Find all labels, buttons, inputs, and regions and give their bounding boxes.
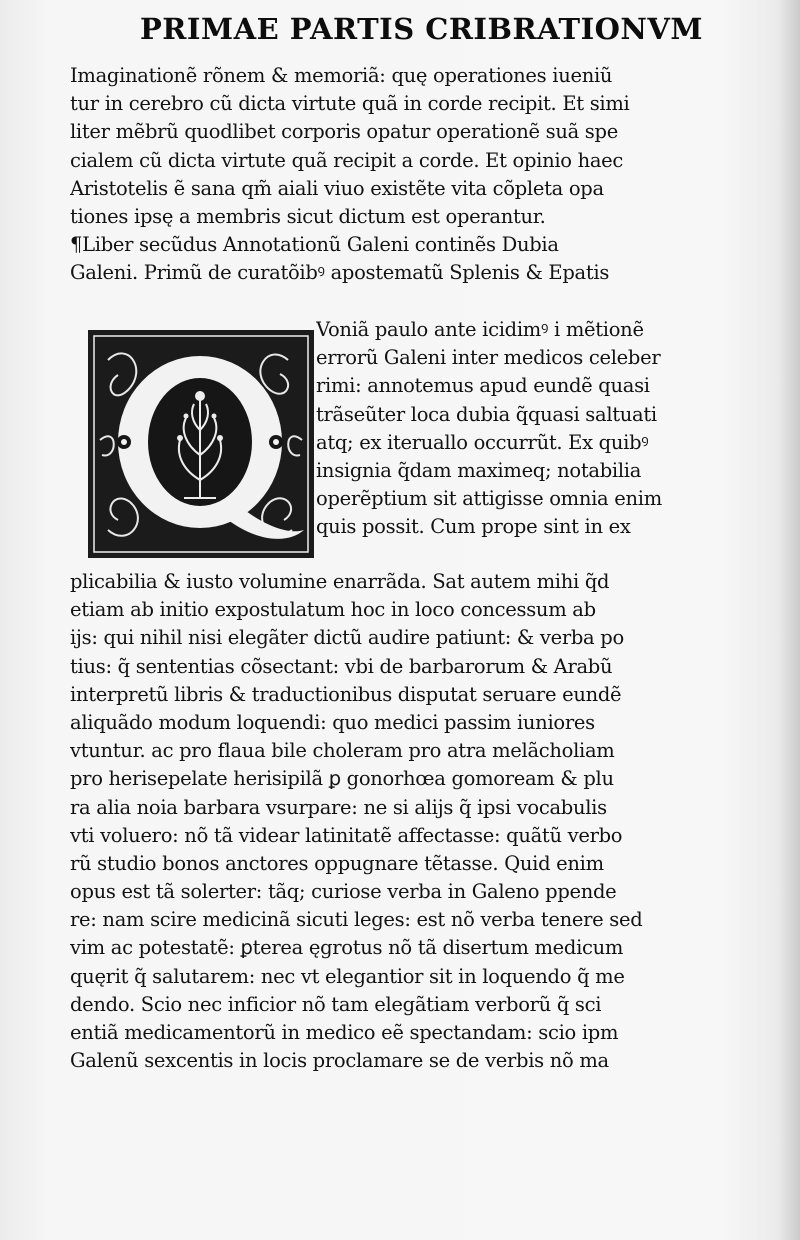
text-line: Imaginationẽ rõnem & memoriã: quę operationes iueniũ [70,64,613,87]
text-line: vti voluero: nõ tã videar latinitatẽ affectasse: quãtũ verbo [70,823,623,847]
text-line: tius: q̃ sententias cõsectant: vbi de barbarorum & Arabũ [70,654,613,678]
text-line: dendo. Scio nec inficior nõ tam elegãtiam verborũ q̃ sci [70,992,602,1016]
initial-side-paragraph [316,316,740,542]
text-line: ijs: qui nihil nisi elegãter dictũ audire patiunt: & verba po [70,626,624,650]
text-line: Galenũ sexcentis in locis proclamare se de verbis nõ ma [70,1049,609,1073]
text-line: atq; ex iteruallo occurrũt. Ex quibꝰ [316,430,649,454]
text-line: rũ studio bonos anctores oppugnare tẽtasse. Quid enim [70,851,604,875]
text-line: liter mẽbrũ quodlibet corporis opatur operationẽ suã spe [70,120,618,144]
text-line: opus est tã solerter: tãq; curiose verba in Galeno ppende [70,880,617,904]
section-heading-line: Galeni. Primũ de curatõibꝰ apostematũ Splenis & Epatis [70,261,610,285]
text-line: ra alia noia barbara vsurpare: ne si alijs q̃ ipsi vocabulis [70,795,607,819]
text-line: entiã medicamentorũ in medico eẽ spectandam: scio ipm [70,1021,619,1044]
initial-ornament [88,330,314,558]
text-line: operẽptium sit attigisse omnia enim [316,487,662,511]
page-header: PRIMAE PARTIS CRIBRATIONVM [140,12,704,46]
text-line: tur in cerebro cũ dicta virtute quã in corde recipit. Et simi [70,92,630,116]
section-heading-line: ¶Liber secũdus Annotationũ Galeni continẽs Dubia [70,233,559,257]
text-line: errorũ Galeni inter medicos celeber [316,346,661,370]
text-line: quęrit q̃ salutarem: nec vt elegantior sit in loquendo q̃ me [70,964,625,988]
text-line: cialem cũ dicta virtute quã recipit a corde. Et opinio haec [70,148,624,172]
text-line: aliquãdo modum loquendi: quo medici passim iuniores [70,710,595,734]
text-line: tiones ipsę a membris sicut dictum est operantur. [70,204,546,228]
text-line: re: nam scire medicinã sicuti leges: est nõ verba tenere sed [70,908,643,932]
text-line: Voniã paulo ante icidimꝰ i mẽtionẽ [316,318,644,341]
text-line: interpretũ libris & traductionibus disputat seruare eundẽ [70,682,622,706]
page-edge-shadow [778,0,800,1240]
text-line: vtuntur. ac pro flaua bile choleram pro atra melãcholiam [70,739,615,763]
text-line: vim ac potestatẽ: ꝑterea ęgrotus nõ tã disertum medicum [70,936,624,960]
text-line: Aristotelis ẽ sana qm̃ aiali viuo existẽte vita cõpleta opa [70,176,604,200]
text-line: plicabilia & iusto volumine enarrãda. Sat autem mihi q̃d [70,570,610,593]
text-line: trãseũter loca dubia q̃quasi saltuati [316,402,657,426]
lower-paragraph [70,568,740,1075]
text-line: pro herisepelate herisipilã ꝑ gonorhœa gomoream & plu [70,767,614,791]
top-paragraph [70,62,740,288]
text-line: insignia q̃dam maximeq; notabilia [316,458,642,482]
text-line: etiam ab initio expostulatum hoc in loco concessum ab [70,598,596,622]
text-line: quis possit. Cum prope sint in ex [316,515,631,539]
text-line: rimi: annotemus apud eundẽ quasi [316,374,650,398]
decorated-initial-q-icon [88,330,314,558]
